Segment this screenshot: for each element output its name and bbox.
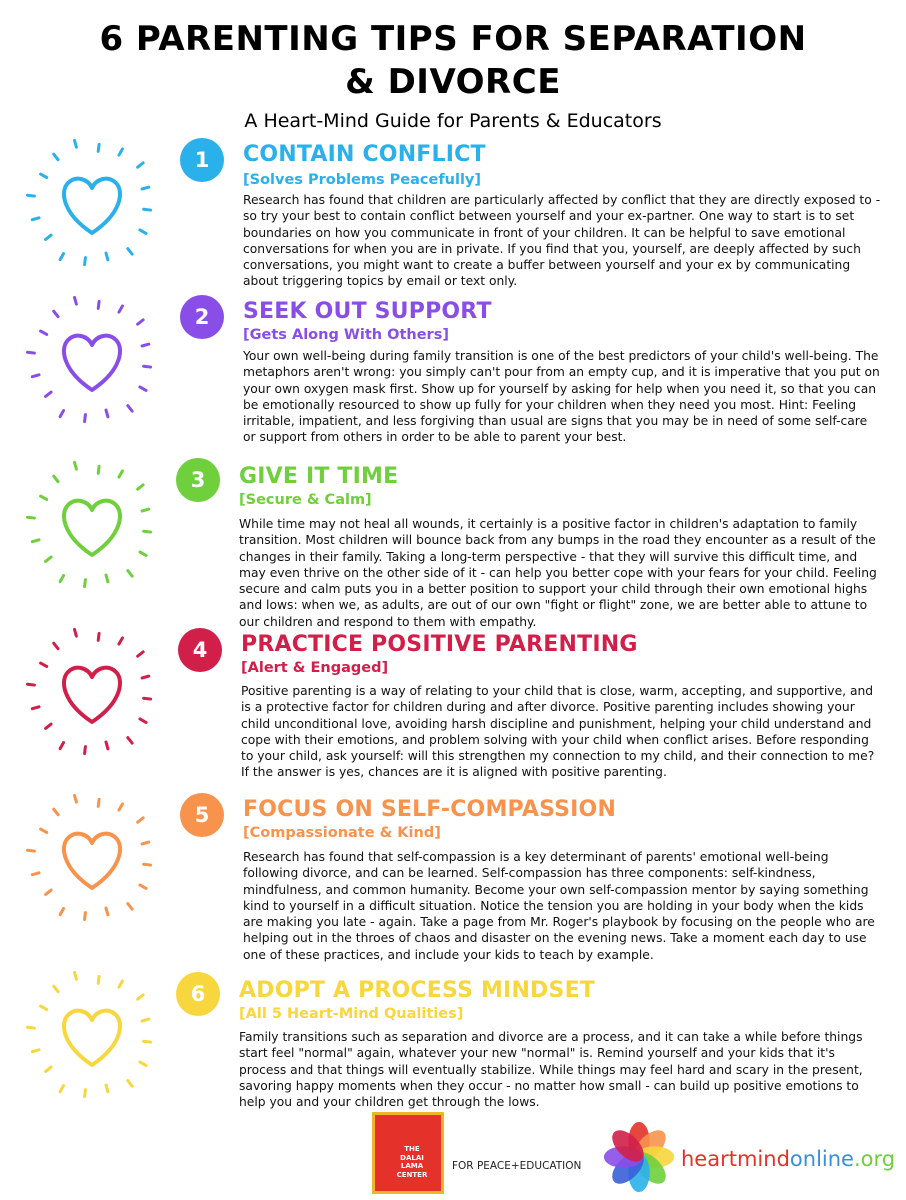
heart-ray [74,795,76,802]
heart-ray [41,174,47,177]
tip-quality: [Secure & Calm] [239,492,372,508]
heart-ray [98,799,99,806]
heart-icon [22,133,162,273]
page-subtitle-text: A Heart-Mind Guide for Parents & Educators [244,110,662,132]
heart-ray [32,707,39,709]
heart-ray [74,629,76,636]
heart-ray [85,415,86,422]
tip-number-badge: 4 [178,628,222,672]
heart-ray [128,1081,132,1087]
heart-ray [140,552,146,555]
site-part-3: .org [853,1147,896,1171]
heart-graphic [22,455,162,595]
heart-ray [119,638,122,644]
heart-ray [54,986,58,992]
tip-quality: [Solves Problems Peacefully] [243,172,482,188]
heart-ray [27,850,34,851]
heart-ray [140,387,146,390]
page-title [0,18,906,104]
heart-ray [144,698,151,699]
heart-ray [140,1062,146,1065]
heart-ray [119,149,122,155]
heart-ray [144,366,151,367]
heart-ray [41,1006,47,1009]
page-title-line-1: 6 PARENTING TIPS FOR SEPARATION [99,19,807,59]
heart-ray [142,344,149,346]
tip-title: ADOPT A PROCESS MINDSET [239,978,595,1003]
page-subtitle [0,109,906,133]
heart-ray [41,829,47,832]
heart-ray [106,1085,108,1092]
tip-body: Positive parenting is a way of relating to your child that is close, warm, accepting, and supportive, and is a protective factor for children during and after divorce. Positive parenting includes showing your child unconditional love, avoiding harsh discipline and punishment, helping your child understand and cope with their emotions, and problem solving with your child when conflict arises. Before responding to your child, ask yourself: will this strengthen my connection to my child, and their connection to me? If the answer is yes, chances are it is aligned with positive parenting. [241,684,875,780]
heart-graphic [22,965,162,1105]
heart-ray [98,466,99,473]
heart-icon [22,455,162,595]
heart-ray [74,297,76,304]
heart-ray [106,575,108,582]
tip-quality: [All 5 Heart-Mind Qualities] [239,1006,464,1022]
heart-ray [46,1067,52,1071]
heart-icon [22,290,162,430]
heart-ray [106,908,108,915]
tip-body: While time may not heal all wounds, it certainly is a positive factor in children's adaptation to family transition. Most children will bounce back from any bumps in the road they encounter as a result of the changes in their family. Taking a long-term perspective - that they will survive this difficult time, and may even thrive on the other side of it - can help you better cope with your fears for your child. Feeling secure and calm puts you in a better position to support your child through their own emotional highs and lows: when we, as adults, are out of our own "fight or flight" zone, we are better able to attune to our children and respond to them with empathy. [239,517,877,629]
heart-ray [32,218,39,220]
heart-ray [142,676,149,678]
heart-ray [32,1050,39,1052]
tip-body: Family transitions such as separation and divorce are a process, and it can take a while before things start feel "normal" again, whatever your new "normal" is. Remind yourself and your kids that it's process and that things will eventually stabilize. While things may feel hard and scary in the present, savoring happy moments when they occur - no matter how small - can build up positive emotions to help you and your children get through the lows. [239,1030,863,1110]
website-url[interactable] [681,1147,895,1171]
heart-ray [41,496,47,499]
heart-ray [85,747,86,754]
heart-ray [54,154,58,160]
heart-ray [85,913,86,920]
heart-ray [46,557,52,561]
heart-ray [119,804,122,810]
tip-number-badge: 5 [180,793,224,837]
heart-outline [64,1011,120,1065]
heart-icon [22,622,162,762]
heart-outline [64,336,120,390]
tip-quality: [Gets Along With Others] [243,327,449,343]
heart-graphic [22,133,162,273]
tip-body: Research has found that children are particularly affected by conflict that they are directly exposed to - so try your best to contain conflict between yourself and your ex-partner. One way to start is to set boundaries on how you communicate in front of your children. It can be helpful to save emotional conversations for when you are in private. If you find that you, yourself, are deeply affected by such conversations, you might want to create a buffer between yourself and your ex by communicating about triggering topics by email or text only. [243,193,881,289]
heart-ray [128,571,132,577]
heart-ray [128,249,132,255]
tip-number-badge: 6 [176,972,220,1016]
heart-ray [138,163,144,167]
heart-ray [138,995,144,999]
heart-ray [60,254,63,260]
heart-ray [142,509,149,511]
heart-ray [85,258,86,265]
heart-ray [27,195,34,196]
heart-ray [119,981,122,987]
heart-ray [85,580,86,587]
heart-ray [46,235,52,239]
heart-ray [144,864,151,865]
tip-number-badge: 1 [180,138,224,182]
heart-ray [138,818,144,822]
heart-ray [98,633,99,640]
heart-ray [128,406,132,412]
logo-text: THE DALAI LAMA CENTER [396,1145,428,1179]
heart-ray [60,576,63,582]
heart-graphic [22,290,162,430]
heart-ray [46,890,52,894]
logo-tagline: FOR PEACE+EDUCATION [452,1160,582,1172]
site-part-2: online [789,1147,854,1171]
tip-number-badge: 3 [176,458,220,502]
heart-ray [54,643,58,649]
heart-ray [60,909,63,915]
tip-title: PRACTICE POSITIVE PARENTING [241,632,638,657]
heart-ray [27,1027,34,1028]
heart-ray [54,476,58,482]
heart-ray [140,719,146,722]
heart-ray [142,187,149,189]
heart-ray [140,885,146,888]
heart-ray [98,976,99,983]
page-title-line-2: & DIVORCE [345,62,561,102]
tip-quality: [Compassionate & Kind] [243,825,441,841]
tip-title: CONTAIN CONFLICT [243,142,486,167]
heart-ray [32,375,39,377]
heart-ray [74,972,76,979]
heart-icon [22,788,162,928]
heart-ray [54,809,58,815]
dalai-lama-center-logo [372,1112,444,1194]
heart-icon [22,965,162,1105]
tip-title: SEEK OUT SUPPORT [243,299,492,324]
heart-ray [46,724,52,728]
heart-ray [27,352,34,353]
heart-ray [27,517,34,518]
tip-title: GIVE IT TIME [239,464,399,489]
heart-ray [144,209,151,210]
heart-outline [64,501,120,555]
heart-ray [54,311,58,317]
heart-graphic [22,788,162,928]
heart-ray [142,1019,149,1021]
heart-ray [60,411,63,417]
heart-ray [98,301,99,308]
heart-ray [60,743,63,749]
heart-ray [32,873,39,875]
heart-ray [138,485,144,489]
heart-ray [27,684,34,685]
heart-ray [74,462,76,469]
heart-ray [128,904,132,910]
heart-ray [119,471,122,477]
tip-quality: [Alert & Engaged] [241,660,389,676]
site-part-1: heartmind [681,1147,790,1171]
heart-ray [32,540,39,542]
heart-ray [41,663,47,666]
heart-ray [98,144,99,151]
heart-ray [144,1041,151,1042]
heart-ray [138,652,144,656]
heartmind-flower-logo [600,1118,678,1196]
tip-body: Research has found that self-compassion is a key determinant of parents' emotional well-being following divorce, and can be learned. Self-compassion has three components: self-kindness, mindfulness, and common humanity. Become your own self-compassion mentor by saying something kind to yourself in a difficult situation. Notice the tension you are holding in your body when the kids are making you late - again. Take a page from Mr. Roger's playbook by focusing on the people who are helping out in the throes of chaos and disaster on the evening news. Take a moment each day to use one of these practices, and include your kids to teach by example. [243,850,875,962]
heart-outline [64,834,120,888]
heart-ray [128,738,132,744]
heart-ray [138,320,144,324]
heart-ray [74,140,76,147]
heart-outline [64,179,120,233]
heart-ray [46,392,52,396]
tip-title: FOCUS ON SELF-COMPASSION [243,797,617,822]
heart-ray [140,230,146,233]
heart-ray [60,1086,63,1092]
heart-ray [41,331,47,334]
heart-ray [142,842,149,844]
heart-outline [64,668,120,722]
heart-ray [85,1090,86,1097]
heart-ray [144,531,151,532]
heart-ray [106,253,108,260]
tip-body: Your own well-being during family transition is one of the best predictors of your child's well-being. The metaphors aren't wrong: you simply can't pour from an empty cup, and it is imperative that you put on your own oxygen mask first. Show up for yourself by asking for help when you need it, so that you can be emotionally resourced to show up fully for your children when they need you most. Hint: Feeling irritable, impatient, and less forgiving than usual are signs that you may be in need of some self-care or support from others in order to be able to parent your best. [243,349,880,445]
tip-number-badge: 2 [180,295,224,339]
heart-ray [106,410,108,417]
heart-graphic [22,622,162,762]
heart-ray [119,306,122,312]
heart-ray [106,742,108,749]
